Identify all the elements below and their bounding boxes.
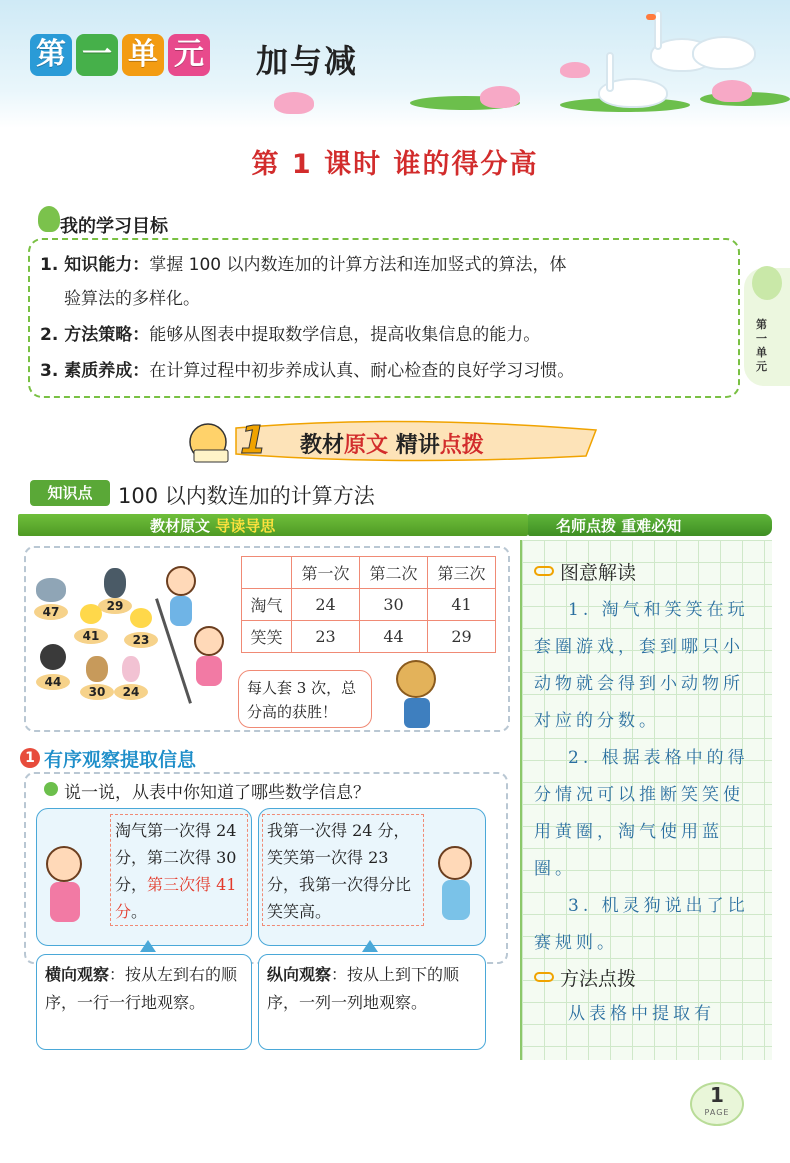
goal-item-cont: 验算法的多样化。	[64, 289, 200, 309]
penguin-icon	[104, 568, 126, 598]
score-post: 29	[98, 598, 132, 614]
rabbit-icon	[122, 656, 140, 682]
section-text-b: 原文	[344, 433, 389, 458]
score-post: 30	[80, 684, 114, 700]
boy-icon	[166, 566, 196, 596]
girl-body	[196, 656, 222, 686]
notes-heading: 图意解读	[560, 562, 637, 584]
arrow-up-icon	[140, 940, 156, 952]
subheading-title: 有序观察提取信息	[44, 749, 197, 771]
lotus-flower-icon	[560, 62, 590, 78]
table-cell: 41	[428, 589, 496, 621]
observation-text: ：按从上到下的顺序，一列一列地观察。	[267, 965, 460, 1012]
arrow-up-icon	[362, 940, 378, 952]
chick-icon	[80, 604, 102, 624]
table-header-cell: 第三次	[428, 557, 496, 589]
swan-beak	[646, 14, 656, 20]
score-post: 44	[36, 674, 70, 690]
goal-key: 1. 知识能力：	[40, 255, 150, 275]
horizontal-observation	[36, 954, 252, 1050]
row-name: 淘气	[242, 589, 292, 621]
rule-speech-bubble: 每人套 3 次，总分高的获胜！	[238, 670, 372, 728]
lotus-flower-icon	[712, 80, 752, 102]
section-text-c: 精讲	[388, 433, 440, 458]
observation-key: 纵向观察	[267, 965, 332, 984]
swan-neck	[606, 52, 614, 92]
goal-text: 能够从图表中提取数学信息，提高收集信息的能力。	[149, 325, 541, 345]
lesson-title: 第 1 课时 谁的得分高	[251, 149, 539, 180]
notes-paragraph: 从表格中提取有	[568, 1004, 715, 1024]
goal-key: 2. 方法策略：	[40, 325, 150, 345]
statement-highlight: 第三次得 41 分	[115, 875, 237, 921]
score-post: 47	[34, 604, 68, 620]
discussion-question: 说一说，从表中你知道了哪些数学信息？	[64, 783, 370, 803]
score-post: 23	[124, 632, 158, 648]
table-cell: 24	[292, 589, 360, 621]
globe-icon	[44, 782, 58, 796]
boy-icon	[438, 846, 472, 880]
score-post: 41	[74, 628, 108, 644]
goal-item	[40, 354, 574, 388]
goal-item	[40, 318, 540, 352]
panda-icon	[40, 644, 66, 670]
dog-icon	[396, 660, 436, 698]
lotus-flower-icon	[480, 86, 520, 108]
unit-char-tile: 第	[30, 34, 72, 76]
notes-paragraph: 1. 淘气和笑笑在玩套圈游戏，套到哪只小动物就会得到小动物所对应的分数。	[534, 600, 749, 731]
boy-statement: 我第一次得 24 分，笑笑第一次得 23 分，我第一次得分比笑笑高。	[262, 814, 424, 926]
unit-char-tile: 一	[76, 34, 118, 76]
key-icon	[534, 972, 554, 982]
key-icon	[534, 566, 554, 576]
knowledge-point-title: 100 以内数连加的计算方法	[118, 484, 375, 508]
girl-statement	[110, 814, 248, 926]
boy-body	[442, 880, 470, 920]
table-corner	[242, 557, 292, 589]
goal-item	[40, 248, 566, 282]
section-text-a: 教材	[300, 433, 345, 458]
score-post: 24	[114, 684, 148, 700]
bunny-icon	[752, 266, 782, 300]
section-number: 1	[240, 418, 267, 462]
goals-heading: 我的学习目标	[60, 216, 168, 237]
statement-end: 。	[131, 902, 148, 921]
unit-char-tile: 元	[168, 34, 210, 76]
vertical-observation	[258, 954, 486, 1050]
goal-text: 在计算过程中初步养成认真、耐心检查的良好学习习惯。	[149, 361, 575, 381]
right-section-bar-label: 名师点拨 重难必知	[556, 517, 682, 535]
page-word: PAGE	[704, 1108, 730, 1117]
knowledge-point-tag: 知识点	[30, 480, 110, 506]
score-table	[241, 556, 496, 653]
section-text-d: 点拨	[439, 433, 484, 458]
table-header-cell: 第一次	[292, 557, 360, 589]
observation-key: 横向观察	[45, 965, 110, 984]
lotus-flower-icon	[274, 92, 314, 114]
elephant-icon	[36, 578, 66, 602]
unit-header	[0, 0, 790, 128]
row-name: 笑笑	[242, 621, 292, 653]
notes-paragraph: 2. 根据表格中的得分情况可以推断笑笑使用黄圈，淘气使用蓝圈。	[534, 748, 749, 879]
table-row	[242, 589, 496, 621]
page-number: 1	[710, 1083, 724, 1107]
swan-icon	[692, 36, 756, 70]
side-tab-label: 第一单元	[756, 318, 767, 373]
section-title	[300, 428, 484, 459]
girl-icon	[46, 846, 82, 882]
fox-icon	[86, 656, 108, 682]
girl-icon	[194, 626, 224, 656]
statement-text: 淘气第一次得 24 分，第二次得 30 分，	[115, 821, 237, 894]
boy-body	[170, 596, 192, 626]
girl-body	[50, 882, 80, 922]
dog-body	[404, 698, 430, 728]
table-cell: 29	[428, 621, 496, 653]
table-cell: 23	[292, 621, 360, 653]
table-cell: 44	[360, 621, 428, 653]
bar-label-a: 教材原文	[150, 517, 211, 535]
table-header-cell: 第二次	[360, 557, 428, 589]
chick-icon	[130, 608, 152, 628]
table-header-row	[242, 557, 496, 589]
table-cell: 30	[360, 589, 428, 621]
bar-label-b: 导读导思	[215, 517, 276, 535]
unit-char-tile: 单	[122, 34, 164, 76]
unit-topic: 加与减	[256, 42, 359, 80]
observation-text: ：按从左到右的顺序，一行一行地观察。	[45, 965, 238, 1012]
notes-heading: 方法点拨	[560, 968, 637, 990]
table-row	[242, 621, 496, 653]
goal-text: 掌握 100 以内数连加的计算方法和连加竖式的算法，体	[149, 255, 567, 275]
subheading-number: 1	[20, 748, 40, 768]
left-section-bar-label	[150, 515, 275, 536]
notes-paragraph: 3. 机灵狗说出了比赛规则。	[534, 896, 749, 953]
mascot-icon	[38, 206, 60, 232]
goal-key: 3. 素质养成：	[40, 361, 150, 381]
